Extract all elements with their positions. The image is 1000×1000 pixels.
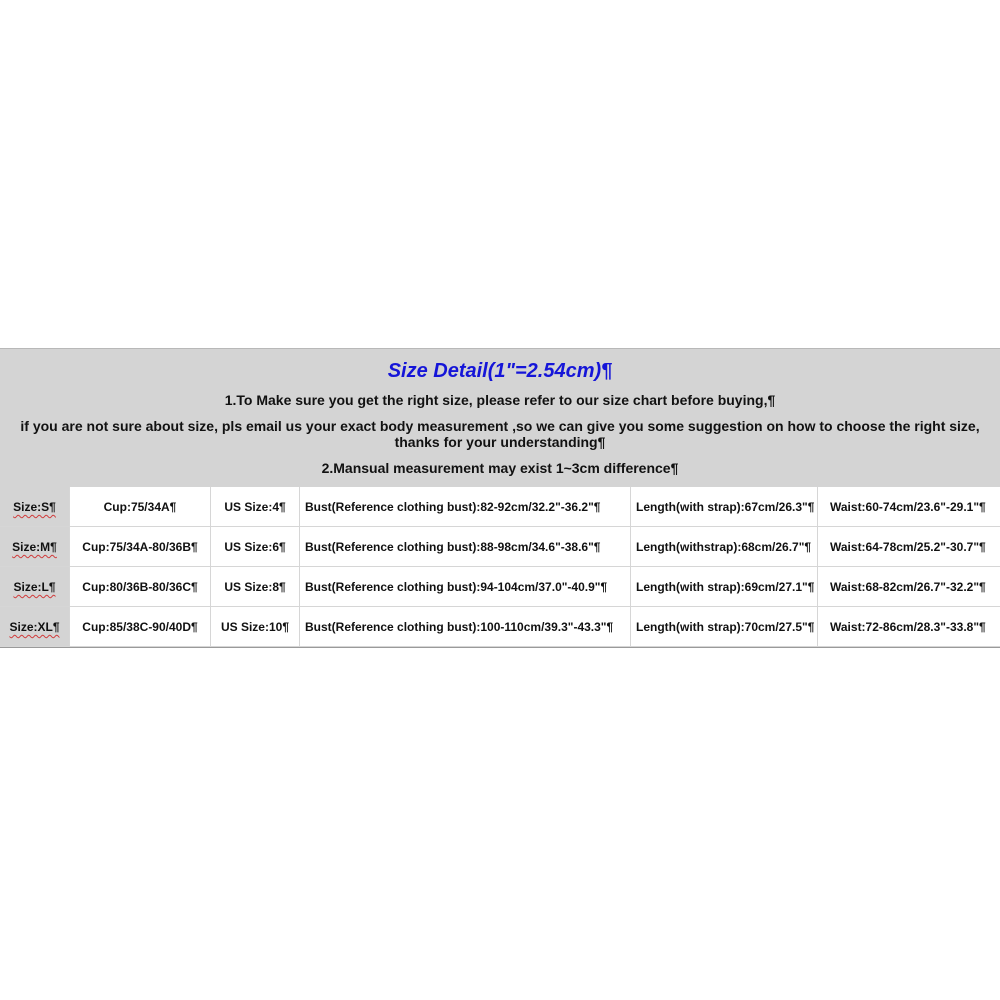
size-chart-title: Size Detail(1"=2.54cm)¶: [387, 360, 613, 382]
size-chart-header: [0, 349, 1000, 486]
bust-cell: Bust(Reference clothing bust):100-110cm/39.3"-43.3"¶: [300, 607, 631, 647]
size-table: [0, 487, 1000, 647]
note-3: thanks for your understanding¶: [394, 434, 606, 450]
note-4: 2.Mansual measurement may exist 1~3cm difference¶: [321, 460, 679, 476]
size-cell: Size:XL¶: [0, 607, 70, 647]
waist-cell: Waist:60-74cm/23.6"-29.1"¶: [818, 487, 1000, 527]
size-chart: [0, 348, 1000, 648]
us-size-cell: US Size:6¶: [211, 527, 300, 567]
bust-cell: Bust(Reference clothing bust):82-92cm/32.2"-36.2"¶: [300, 487, 631, 527]
length-cell: Length(with strap):69cm/27.1"¶: [631, 567, 818, 607]
table-row-s: [0, 487, 1000, 527]
cup-cell: Cup:75/34A¶: [70, 487, 211, 527]
length-cell: Length(with strap):67cm/26.3"¶: [631, 487, 818, 527]
waist-cell: Waist:72-86cm/28.3"-33.8"¶: [818, 607, 1000, 647]
length-cell: Length(withstrap):68cm/26.7"¶: [631, 527, 818, 567]
cup-cell: Cup:85/38C-90/40D¶: [70, 607, 211, 647]
waist-cell: Waist:68-82cm/26.7"-32.2"¶: [818, 567, 1000, 607]
bust-cell: Bust(Reference clothing bust):94-104cm/37.0"-40.9"¶: [300, 567, 631, 607]
size-cell: Size:M¶: [0, 527, 70, 567]
us-size-cell: US Size:10¶: [211, 607, 300, 647]
note-1: 1.To Make sure you get the right size, please refer to our size chart before buying,¶: [224, 392, 776, 408]
table-row-xl: [0, 607, 1000, 647]
length-cell: Length(with strap):70cm/27.5"¶: [631, 607, 818, 647]
table-row-l: [0, 567, 1000, 607]
cup-cell: Cup:75/34A-80/36B¶: [70, 527, 211, 567]
size-cell: Size:L¶: [0, 567, 70, 607]
bust-cell: Bust(Reference clothing bust):88-98cm/34.6"-38.6"¶: [300, 527, 631, 567]
size-cell: Size:S¶: [0, 487, 70, 527]
waist-cell: Waist:64-78cm/25.2"-30.7"¶: [818, 527, 1000, 567]
note-2: if you are not sure about size, pls email us your exact body measurement ,so we can give you some suggestion on how to choose the right size,: [20, 418, 980, 434]
table-row-m: [0, 527, 1000, 567]
us-size-cell: US Size:8¶: [211, 567, 300, 607]
us-size-cell: US Size:4¶: [211, 487, 300, 527]
cup-cell: Cup:80/36B-80/36C¶: [70, 567, 211, 607]
